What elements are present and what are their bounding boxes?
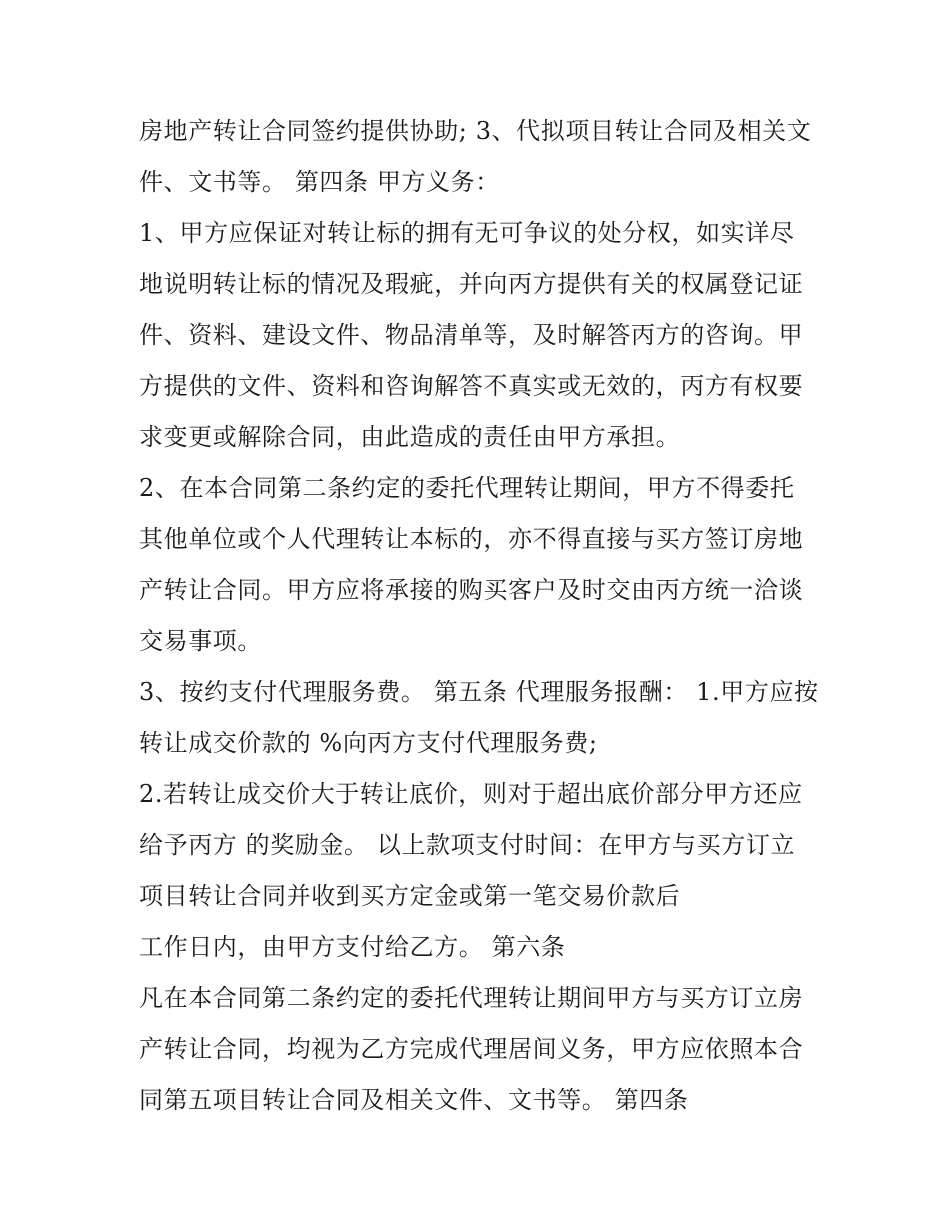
text-line: 产转让合同，均视为乙方完成代理居间义务，甲方应依照本合: [139, 1035, 804, 1063]
text-line: 3、按约支付代理服务费。 第五条 代理服务报酬： 1.甲方应按: [139, 678, 819, 706]
text-line: 产转让合同。甲方应将承接的购买客户及时交由丙方统一洽谈: [139, 576, 804, 604]
text-line: 其他单位或个人代理转让本标的，亦不得直接与买方签订房地: [139, 525, 804, 553]
text-line: 转让成交价款的 %向丙方支付代理服务费;: [139, 729, 598, 757]
text-line: 求变更或解除合同，由此造成的责任由甲方承担。: [139, 423, 681, 451]
text-line: 1、甲方应保证对转让标的拥有无可争议的处分权，如实详尽: [139, 219, 795, 247]
text-line: 项目转让合同并收到买方定金或第一笔交易价款后: [139, 882, 681, 910]
text-line: 房地产转让合同签约提供协助; 3、代拟项目转让合同及相关文: [139, 117, 812, 145]
text-line: 同第五项目转让合同及相关文件、文书等。 第四条: [139, 1086, 689, 1114]
text-line: 给予丙方 的奖励金。 以上款项支付时间：在甲方与买方订立: [139, 831, 796, 859]
text-line: 工作日内，由甲方支付给乙方。 第六条: [139, 933, 566, 961]
text-line: 交易事项。: [139, 627, 262, 655]
text-line: 件、资料、建设文件、物品清单等，及时解答丙方的咨询。甲: [139, 321, 804, 349]
text-line: 2.若转让成交价大于转让底价，则对于超出底价部分甲方还应: [139, 780, 803, 808]
text-line: 方提供的文件、资料和咨询解答不真实或无效的，丙方有权要: [139, 372, 804, 400]
contract-text: [139, 106, 819, 1126]
text-line: 件、文书等。 第四条 甲方义务：: [139, 168, 500, 196]
text-line: 2、在本合同第二条约定的委托代理转让期间，甲方不得委托: [139, 474, 795, 502]
text-line: 地说明转让标的情况及瑕疵，并向丙方提供有关的权属登记证: [139, 270, 804, 298]
text-line: 凡在本合同第二条约定的委托代理转让期间甲方与买方订立房: [139, 984, 804, 1012]
